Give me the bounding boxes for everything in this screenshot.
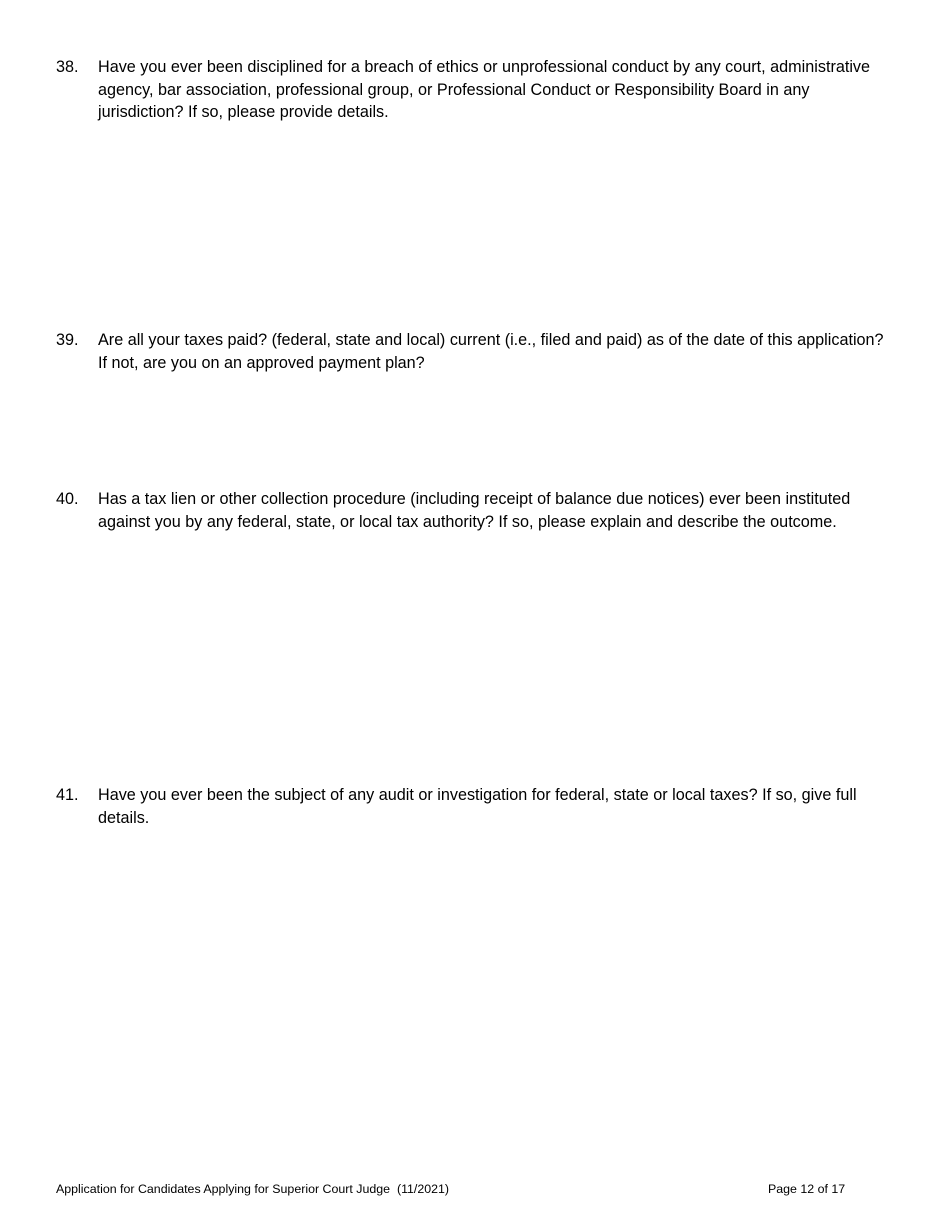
question-number: 38.	[56, 58, 79, 76]
question-text: Has a tax lien or other collection procedure (including receipt of balance due notices) ever been instituted against you by any federal, state, or local tax authority? If so, please explain and describe the outcome.	[98, 490, 851, 531]
question-number: 40.	[56, 490, 79, 508]
question-text: Have you ever been disciplined for a breach of ethics or unprofessional conduct by any court, administrative agency, bar association, professional group, or Professional Conduct or Responsibility Board in any jurisdiction? If so, please provide details.	[98, 58, 871, 122]
question-38	[56, 56, 886, 124]
footer-document-title: Application for Candidates Applying for Superior Court Judge (11/2021)	[56, 1182, 450, 1196]
footer-page-number: Page 12 of 17	[768, 1182, 846, 1196]
question-text: Have you ever been the subject of any audit or investigation for federal, state or local taxes? If so, give full details.	[98, 786, 857, 827]
question-40	[56, 488, 886, 533]
question-number: 39.	[56, 331, 79, 349]
question-number: 41.	[56, 786, 79, 804]
question-text: Are all your taxes paid? (federal, state and local) current (i.e., filed and paid) as of the date of this application? If not, are you on an approved payment plan?	[98, 331, 884, 372]
question-39	[56, 329, 886, 374]
question-41	[56, 784, 886, 829]
